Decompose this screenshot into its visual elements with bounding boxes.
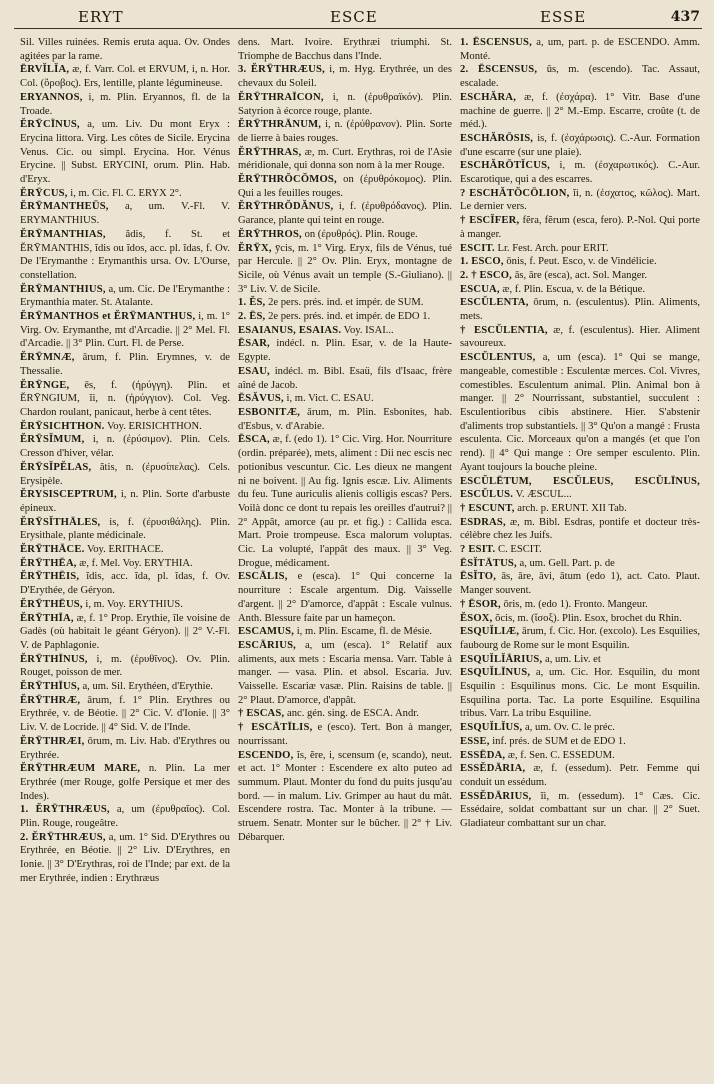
entry-definition: ōrum, n. (esculentus). Plin. Aliments, mets.	[460, 297, 700, 323]
entry-headword: ĔRYSISCEPTRUM,	[20, 489, 117, 501]
entry-headword: ESQUĬLĬĀRIUS,	[460, 653, 543, 665]
entry-headword: ESDRAS,	[460, 516, 506, 528]
dictionary-entry	[460, 159, 700, 186]
entry-headword: ĔRȲMANTHIUS,	[20, 283, 106, 295]
entry-definition: ōris, m. (edo 1). Fronto. Mangeur.	[503, 598, 648, 610]
entry-definition: n. Plin. La mer Erythrée (mer Rouge, golfe Persique et mer des Indes).	[20, 763, 230, 802]
entry-headword: 3. ĔRȲTHRÆUS,	[238, 64, 325, 76]
header-left-guideword: ERYT	[78, 8, 124, 26]
dictionary-entry	[20, 433, 230, 460]
entry-headword: ĔRȲMANTHIAS,	[20, 228, 106, 240]
dictionary-entry	[238, 707, 452, 721]
entry-definition: a, um. Liv. et	[545, 653, 601, 665]
dictionary-entry	[460, 749, 700, 763]
entry-definition: C. ESCIT.	[498, 544, 542, 556]
entry-definition: ĭi, m. (essedum). 1° Cæs. Cic. Essédaire, soldat combattant sur un char. || 2° Suet. Gladiateur combattant sur un char.	[460, 790, 700, 830]
entry-definition: e (esco). Tert. Bon à manger, nourrissant.	[238, 722, 452, 747]
entry-headword: † ĒSOR,	[460, 598, 501, 610]
entry-headword: ERYANNOS,	[20, 91, 83, 103]
entry-headword: ESCUA,	[460, 283, 500, 295]
entry-definition: i, m. Plin. Eryannos, fl. de la Troade.	[20, 91, 230, 117]
entry-headword: ESCĀRIUS,	[238, 639, 297, 651]
entry-headword: ESSE,	[460, 735, 490, 747]
entry-headword: † ESCŬLENTIA,	[460, 324, 548, 336]
entry-definition: i, m. Hyg. Erythrée, un des chevaux du Soleil.	[238, 64, 452, 90]
entry-definition: i, m. Plin. Escame, fl. de Mésie.	[296, 626, 433, 638]
entry-headword: ĔRȲTHĀCE.	[20, 544, 85, 556]
entry-definition: ĭs, ĕre, i, scensum (e, scando), neut. et act. 1° Monter : Escendere ex alto puteo ad summum. Plaut. Monter du fond du puits jusqu'au bord. — in malum. Liv. Grimper au haut du mât. Escendere rostra. Tac. Monter à la tribune. — struem. Senatr. Monter sur le bûcher. || 2° † Liv. Débarquer.	[238, 749, 452, 843]
entry-definition: a, um (esca). 1° Qui se mange, mangeable, comestible : Esculentæ merces. Col. Vivres, comestibles. Esculentum animal. Plin. Animal bon à manger. || 2° Nourrissant, substantiel, succulent : Esculentioribus cibis abstinere. Hier. S'abstenir d'aliments trop substantiels. || 3° Qu'on a mangé : Frusta esculenta. Cic. Morceaux qu'on a mangés (et que l'on rend). || 4° Qui mange : Ore semper esculento. Plin. Ayant toujours la bouche pleine.	[460, 352, 700, 473]
dictionary-entry	[238, 242, 452, 297]
dictionary-entry	[20, 694, 230, 735]
entry-headword: ESQUĬLĪNUS,	[460, 667, 531, 679]
entry-headword: ĒSAR,	[238, 338, 270, 350]
dictionary-entry	[238, 365, 452, 392]
dictionary-entry	[460, 543, 700, 557]
entry-definition: i, m. (ἐσχαρωτικός). C.-Aur. Escarotique, qui a des escarres.	[460, 160, 700, 186]
entry-headword: ĔRȲNGE,	[20, 379, 70, 391]
entry-headword: ĔRȲTHRÆUM MARE,	[20, 763, 141, 775]
entry-headword: 1. ĒSCENSUS,	[460, 37, 532, 48]
dictionary-entry	[238, 91, 452, 118]
entry-headword: ĔRȲMNÆ,	[20, 352, 75, 364]
entry-headword: ĔRȲTHRÆI,	[20, 735, 85, 747]
dictionary-entry	[460, 187, 700, 214]
entry-headword: ESQUĬLĬUS,	[460, 722, 523, 734]
header-center-guideword: ESCE	[330, 8, 378, 26]
dictionary-entry	[238, 324, 452, 338]
entry-headword: ĔRȲTHRŎCŎMOS,	[238, 174, 337, 186]
dictionary-entry	[460, 269, 700, 283]
entry-headword: ĔRȲTHRĀNUM,	[238, 119, 322, 131]
entry-headword: 2. ĒSCENSUS,	[460, 64, 538, 76]
dictionary-entry	[460, 666, 700, 721]
entry-definition: æ, f. Mel. Voy. ERYTHIA.	[79, 557, 193, 569]
entry-headword: ĔRȲSĬPĔLAS,	[20, 461, 92, 473]
entry-definition: ārum, f. 1° Plin. Erythres ou Erythrée, v. de Béotie. || 2° Cic. V. d'Ionie. || 3° Liv. V. de Locride. || 4° Sid. V. de l'Inde.	[20, 694, 230, 734]
entry-definition: ēs, f. (ἠρύγγη). Plin. et ĔRȲNGIUM, ĭi, n. (ἠρύγγιον). Col. Veg. Chardon roulant, panicaut, herbe à cent têtes.	[20, 379, 230, 418]
dictionary-entry	[460, 91, 700, 132]
dictionary-entry	[238, 392, 452, 406]
dictionary-entry	[20, 762, 230, 803]
entry-definition: ōnis, f. Peut. Esco, v. de Vindélicie.	[506, 256, 657, 268]
dictionary-entry	[460, 351, 700, 474]
entry-headword: ĔRȲTHRÆ,	[20, 694, 81, 706]
entry-headword: ĒRVĬLĬA,	[20, 64, 70, 76]
column-1	[20, 36, 230, 1078]
dictionary-entry	[20, 488, 230, 515]
dictionary-entry	[238, 63, 452, 90]
entry-definition: arch. p. ERUNT. XII Tab.	[517, 502, 627, 514]
entry-definition: 2e pers. prés. ind. et impér. de SUM.	[268, 297, 424, 309]
dictionary-entry	[20, 379, 230, 420]
entry-headword: † ESCUNT,	[460, 502, 515, 514]
entry-headword: ĔRȲCĪNUS,	[20, 119, 80, 131]
dictionary-entry	[460, 557, 700, 571]
entry-definition: ōrum, m. Liv. Hab. d'Erythres ou Erythrée.	[20, 735, 230, 761]
entry-headword: † ESCĀTĪLIS,	[238, 722, 313, 734]
entry-definition: ătis, n. (ἐρυσίπελας). Cels. Erysipèle.	[20, 461, 230, 487]
dictionary-entry	[20, 570, 230, 597]
dictionary-entry	[238, 228, 452, 242]
entry-headword: ESAU,	[238, 365, 270, 377]
entry-headword: 1. ĔS,	[238, 297, 266, 309]
entry-definition: indécl. n. Plin. Esar, v. de la Haute-Egypte.	[238, 338, 452, 364]
entry-definition: anc. gén. sing. de ESCA. Andr.	[287, 708, 419, 720]
dictionary-entry	[460, 36, 700, 63]
dictionary-entry	[460, 598, 700, 612]
dictionary-entry	[460, 653, 700, 667]
entry-definition: æ, f. 1° Prop. Erythie, île voisine de Gadès (où habitait le géant Géryon). || 2° V.-Fl. V. de Paphlagonie.	[20, 612, 230, 651]
entry-headword: ESCAMUS,	[238, 626, 295, 638]
entry-headword: ESQUĬLIÆ,	[460, 626, 520, 638]
entry-definition: i, m. Vict. C. ESAU.	[286, 393, 374, 405]
entry-definition: 2e pers. prés. ind. et impér. de EDO 1.	[268, 311, 431, 323]
dictionary-entry	[20, 63, 230, 90]
entry-headword: ESCHĂRŌTĬCUS,	[460, 160, 551, 172]
entry-headword: ĔRȲMANTHOS et ĔRȲMANTHUS,	[20, 311, 196, 323]
entry-definition: æ, f. (esculentus). Hier. Aliment savoureux.	[460, 324, 700, 350]
entry-headword: ESSĒDA,	[460, 749, 506, 761]
entry-headword: ĔRȲCUS,	[20, 187, 68, 199]
entry-definition: ārum, m. Plin. Esbonites, hab. d'Esbus, v. d'Arabie.	[238, 406, 452, 432]
entry-headword: ĔRȲTHĒA,	[20, 557, 77, 569]
dictionary-entry	[238, 337, 452, 364]
entry-definition: ădis, f. St. et ĔRȲMANTHIS, ĭdis ou ĭdos, acc. pl. ĭdas, f. Ov. De l'Erymanthe : Erymanthis ursa. Ov. L'Ourse, constellation.	[20, 228, 230, 281]
entry-definition: a, um. 1° Sid. D'Erythres ou Erythrée, en Béotie. || 2° Liv. D'Erythres, en Ionie. || 3° D'Erythras, roi de l'Inde; par ext. de la mer Erythrée, indien : Erythræus	[20, 831, 230, 884]
dictionary-entry	[460, 735, 700, 749]
entry-headword: 1. ESCO,	[460, 256, 504, 268]
entry-headword: ĔRȲSICHTHON.	[20, 420, 105, 432]
entry-definition: Voy. ERITHACE.	[86, 544, 164, 556]
dictionary-entry	[20, 598, 230, 612]
dictionary-entry	[20, 680, 230, 694]
entry-definition: i, n. (ἐρυθραϊκόν). Plin. Satyrion à écorce rouge, plante.	[238, 91, 452, 117]
entry-definition: Voy. ERISICHTHON.	[107, 420, 202, 432]
dictionary-entry	[20, 612, 230, 653]
entry-definition: ŏcis, m. (ἴσοξ). Plin. Esox, brochet du Rhin.	[495, 612, 682, 624]
entry-headword: ESCENDO,	[238, 749, 294, 761]
entry-headword: ĔRȲSĬTHĀLES,	[20, 516, 101, 528]
dictionary-entry	[20, 653, 230, 680]
entry-definition: æ, f. Varr. Col. et ERVUM, i, n. Hor. Col. (ὄροβος). Ers, lentille, plante légumineuse.	[20, 64, 230, 90]
dictionary-entry	[20, 557, 230, 571]
entry-headword: ĔRȲMANTHEŪS,	[20, 201, 109, 213]
entry-definition: on (ἐρυθρός). Plin. Rouge.	[304, 228, 418, 240]
entry-definition: æ, f. Plin. Escua, v. de la Bétique.	[502, 283, 646, 295]
dictionary-entry	[20, 310, 230, 351]
entry-definition: ās, āre, āvi, ātum (edo 1), act. Cato. Plaut. Manger souvent.	[460, 571, 700, 597]
entry-definition: a, um. Gell. Part. p. de	[519, 557, 615, 569]
entry-definition: ārum, f. Plin. Erymnes, v. de Thessalie.	[20, 352, 230, 377]
dictionary-entry	[460, 475, 700, 502]
entry-definition: fĕra, fĕrum (esca, fero). P.-Nol. Qui porte à manger.	[460, 215, 700, 240]
entry-definition: a, um. Sil. Erythéen, d'Erythie.	[82, 681, 213, 693]
entry-headword: ĒSCA,	[238, 434, 270, 446]
dictionary-entry	[460, 296, 700, 323]
dictionary-entry	[460, 570, 700, 597]
dictionary-entry	[238, 433, 452, 570]
entry-definition: a, um. Ov. C. le préc.	[525, 722, 615, 734]
dictionary-entry	[460, 625, 700, 652]
entry-definition: inf. prés. de SUM et de EDO 1.	[492, 735, 626, 747]
entry-headword: † ESCĬFER,	[460, 215, 520, 227]
entry-definition: æ, f. (essedum). Petr. Femme qui conduit un essédum.	[460, 763, 700, 788]
entry-definition: i, f. (ἐρυθρόδανος). Plin. Garance, plante qui teint en rouge.	[238, 201, 452, 227]
dictionary-entry	[238, 310, 452, 324]
entry-definition: i, m. Voy. ERYTHIUS.	[85, 598, 183, 610]
dictionary-entry	[20, 831, 230, 886]
dictionary-entry	[460, 762, 700, 789]
entry-definition: a, um (esca). 1° Relatif aux aliments, aux mets : Escaria mensa. Varr. Table à manger. — vasa. Plin. et absol. Escaria. Juv. Vaisselle. Escariæ vasæ. Plin. Raisins de table. || 2° Plaut. D'amorce, d'appât.	[238, 639, 452, 706]
entry-headword: ESCŬLENTUS,	[460, 352, 536, 364]
entry-headword: ESCHĂRŌSIS,	[460, 132, 534, 144]
entry-headword: ĔRȲTHĪA,	[20, 612, 74, 624]
entry-definition: Sil. Villes ruinées. Remis eruta aqua. Ov. Ondes agitées par la rame.	[20, 37, 230, 62]
dictionary-entry	[20, 36, 230, 63]
entry-headword: ESCŬLENTA,	[460, 297, 529, 309]
entry-headword: ESBONITÆ,	[238, 406, 301, 418]
dictionary-entry	[20, 543, 230, 557]
entry-definition: i, n. Plin. Sorte d'arbuste épineux.	[20, 489, 230, 514]
entry-definition: ȳcis, m. 1° Virg. Eryx, fils de Vénus, tué par Hercule. || 2° Ov. Plin. Eryx, montagne de Sicile, où Vénus avait un temple (S.-Giuliano). || 3° Liv. V. de Sicile.	[238, 242, 452, 295]
entry-definition: dens. Mart. Ivoire. Erythræi triumphi. St. Triomphe de Bacchus dans l'Inde.	[238, 37, 452, 62]
dictionary-entry	[238, 118, 452, 145]
dictionary-entry	[238, 200, 452, 227]
dictionary-entry	[238, 721, 452, 748]
entry-headword: ĔRȲTHĒUS,	[20, 598, 83, 610]
entry-headword: ESAIANUS, ESAIAS.	[238, 324, 342, 336]
entry-definition: æ, f. Sen. C. ESSEDUM.	[507, 749, 615, 761]
entry-definition: i, m. (ἐρυθῖνος). Ov. Plin. Rouget, poisson de mer.	[20, 653, 230, 679]
dictionary-entry	[238, 36, 452, 63]
entry-headword: 1. ĔRȲTHRÆUS,	[20, 804, 110, 816]
entry-headword: ĔRȲX,	[238, 242, 272, 254]
dictionary-entry	[20, 735, 230, 762]
dictionary-entry	[460, 324, 700, 351]
dictionary-entry	[238, 639, 452, 708]
dictionary-entry	[20, 351, 230, 378]
dictionary-entry	[238, 749, 452, 845]
entry-headword: ? ESIT.	[460, 544, 496, 556]
dictionary-entry	[460, 502, 700, 516]
entry-headword: ESSĔDĀRIUS,	[460, 790, 532, 802]
entry-definition: æ, m. Curt. Erythras, roi de l'Asie méridionale, qui donna son nom à la mer Rouge.	[238, 146, 452, 172]
entry-definition: is, f. (ἐρυσιθάλης). Plin. Erysithale, plante médicinale.	[20, 516, 230, 542]
entry-headword: ESCŬLĒTUM, ESCŬLEUS, ESCŬLĪNUS, ESCŬLUS.	[460, 475, 700, 501]
dictionary-entry	[238, 146, 452, 173]
running-header	[0, 6, 714, 28]
dictionary-entry	[460, 790, 700, 831]
dictionary-entry	[460, 132, 700, 159]
column-3	[460, 36, 700, 1078]
entry-definition: æ, f. (edo 1). 1° Cic. Virg. Hor. Nourriture (ordin. préparée), mets, aliment : Dii nec escis nec potionibus vescuntur. Cic. Les dieux ne mangent ni ne boivent. || Au fig. Ignis escæ. Liv. Aliments du feu. Tune auriculis alienis colligis escas? Pers. Voilà donc ce dont tu repais les oreilles d'autrui? || 2° Appât, amorce (au pr. et fig.) : Callida esca. Mart. Proie trompeuse. Esca malorum voluptas. Cic. La volupté, l'appât des maux. || 3° Veg. Drogue, médicament.	[238, 434, 452, 569]
dictionary-entry	[460, 283, 700, 297]
dictionary-entry	[20, 283, 230, 310]
entry-definition: is, f. (ἐσχάρωσις). C.-Aur. Formation d'une escarre (sur une plaie).	[460, 132, 700, 158]
entry-headword: ESCĀLIS,	[238, 571, 288, 583]
entry-definition: on (ἐρυθρόκομος). Plin. Qui a les feuilles rouges.	[238, 174, 452, 199]
dictionary-entry	[238, 625, 452, 639]
entry-headword: ESCHĂRA,	[460, 91, 517, 103]
header-right-guideword: ESSE	[540, 8, 587, 26]
dictionary-entry	[20, 200, 230, 227]
entry-definition: e (esca). 1° Qui concerne la nourriture : Escale argentum. Dig. Vaisselle d'argent. || 2° D'amorce, d'appât : Escale vulnus. Anth. Blessure faite par un hameçon.	[238, 571, 452, 624]
dictionary-entry	[20, 461, 230, 488]
dictionary-entry	[238, 296, 452, 310]
entry-definition: ārum, f. Cic. Hor. (excolo). Les Esquilies, faubourg de Rome sur le mont Esquilin.	[460, 626, 700, 651]
header-rule	[14, 28, 702, 29]
entry-definition: V. ÆSCUL...	[515, 489, 572, 501]
dictionary-entry	[238, 173, 452, 200]
dictionary-entry	[20, 228, 230, 283]
dictionary-entry	[460, 721, 700, 735]
entry-definition: æ, f. (ἐσχάρα). 1° Vitr. Base d'une machine de guerre. || 2° M.-Emp. Escarre, croûte (t. de méd.).	[460, 91, 700, 131]
dictionary-entry	[20, 91, 230, 118]
entry-definition: i, n. (ἐρύθρανον). Plin. Sorte de lierre à baies rouges.	[238, 119, 452, 144]
entry-definition: Lr. Fest. Arch. pour ERIT.	[497, 242, 609, 254]
dictionary-entry	[460, 214, 700, 241]
entry-definition: a, um (ἐρυθραῖος). Col. Plin. Rouge, rougeâtre.	[20, 804, 230, 830]
entry-headword: ESSĔDĀRIA,	[460, 763, 526, 775]
entry-headword: ĔRȲTHĪNUS,	[20, 653, 88, 665]
entry-definition: i, m. Cic. Fl. C. ERYX 2°.	[70, 187, 182, 199]
entry-headword: ĔSOX,	[460, 612, 493, 624]
entry-headword: ĒSĬTO,	[460, 571, 497, 583]
entry-definition: ās, āre (esca), act. Sol. Manger.	[514, 269, 648, 281]
entry-definition: Voy. ISAI...	[343, 324, 394, 336]
entry-headword: ĒSĂVUS,	[238, 393, 284, 405]
entry-definition: a, um, part. p. de ESCENDO. Amm. Monté.	[460, 37, 700, 62]
entry-headword: 2. ĒS,	[238, 311, 266, 323]
entry-definition: a, um. Cic. Hor. Esquilin, du mont Esquilin : Esquilinus mons. Cic. Le mont Esquilin. Esquilina porta. Tac. La porte Esquiline. Esquilina tribus. Varr. La tribu Esquiline.	[460, 667, 700, 720]
entry-definition: i, n. (ἐρύσιμον). Plin. Cels. Cresson d'hiver, vélar.	[20, 434, 230, 460]
entry-headword: ĔRȲTHRAS,	[238, 146, 302, 158]
page-number: 437	[670, 9, 700, 25]
dictionary-entry	[238, 570, 452, 625]
entry-headword: ESCIT.	[460, 242, 495, 254]
entry-headword: ? ESCHĂTŎCŌLION,	[460, 187, 570, 199]
dictionary-entry	[460, 63, 700, 90]
column-2	[238, 36, 452, 1078]
entry-definition: indécl. m. Bibl. Esaü, fils d'Isaac, frère aîné de Jacob.	[238, 365, 452, 391]
dictionary-entry	[20, 420, 230, 434]
entry-definition: a, um. Liv. Du mont Eryx : Erycina littora. Virg. Les côtes de Sicile. Erycina Venus. Cic. ou simpl. Erycina. Hor. Vénus Erycine. || Subst. ERYCINI, orum. Plin. Hab. d'Eryx.	[20, 119, 230, 186]
entry-headword: 2. ĔRȲTHRÆUS,	[20, 831, 106, 843]
dictionary-entry	[460, 255, 700, 269]
dictionary-entry	[460, 242, 700, 256]
entry-headword: 2. † ESCO,	[460, 269, 513, 281]
entry-definition: a, um. V.-Fl. V. ERYMANTHIUS.	[20, 201, 230, 227]
entry-definition: ĭdis, acc. ĭda, pl. ĭdas, f. Ov. D'Erythée, de Géryon.	[20, 571, 230, 597]
entry-definition: i, m. 1° Virg. Ov. Erymanthe, mt d'Arcadie. || 2° Mel. Fl. d'Arcadie. || 3° Plin. Curt. Fl. de Perse.	[20, 311, 230, 350]
entry-headword: ĔRȲTHRŎDĂNUS,	[238, 201, 334, 213]
entry-headword: ĔRȲTHĪUS,	[20, 681, 80, 693]
dictionary-entry	[20, 803, 230, 830]
entry-definition: ūs, m. (escendo). Tac. Assaut, escalade.	[460, 64, 700, 90]
entry-headword: ĔRȲSĬMUM,	[20, 434, 85, 446]
entry-headword: ĔRȲTHROS,	[238, 228, 302, 240]
entry-definition: a, um. Cic. De l'Erymanthe : Erymanthia mater. St. Atalante.	[20, 283, 230, 309]
dictionary-entry	[460, 612, 700, 626]
dictionary-entry	[20, 187, 230, 201]
entry-headword: ĔRȲTHRAĪCON,	[238, 91, 324, 103]
dictionary-entry	[238, 406, 452, 433]
entry-headword: ĔRȲTHĒIS,	[20, 571, 80, 583]
entry-headword: † ESCAS,	[238, 708, 285, 720]
dictionary-entry	[460, 516, 700, 543]
entry-headword: ĒSĬTĀTUS,	[460, 557, 517, 569]
dictionary-entry	[20, 516, 230, 543]
entry-definition: æ, m. Bibl. Esdras, pontife et docteur très-célèbre chez les Juifs.	[460, 516, 700, 542]
dictionary-entry	[20, 118, 230, 187]
entry-definition: ĭi, n. (ἐσχατος, κῶλος). Mart. Le dernier vers.	[460, 187, 700, 213]
